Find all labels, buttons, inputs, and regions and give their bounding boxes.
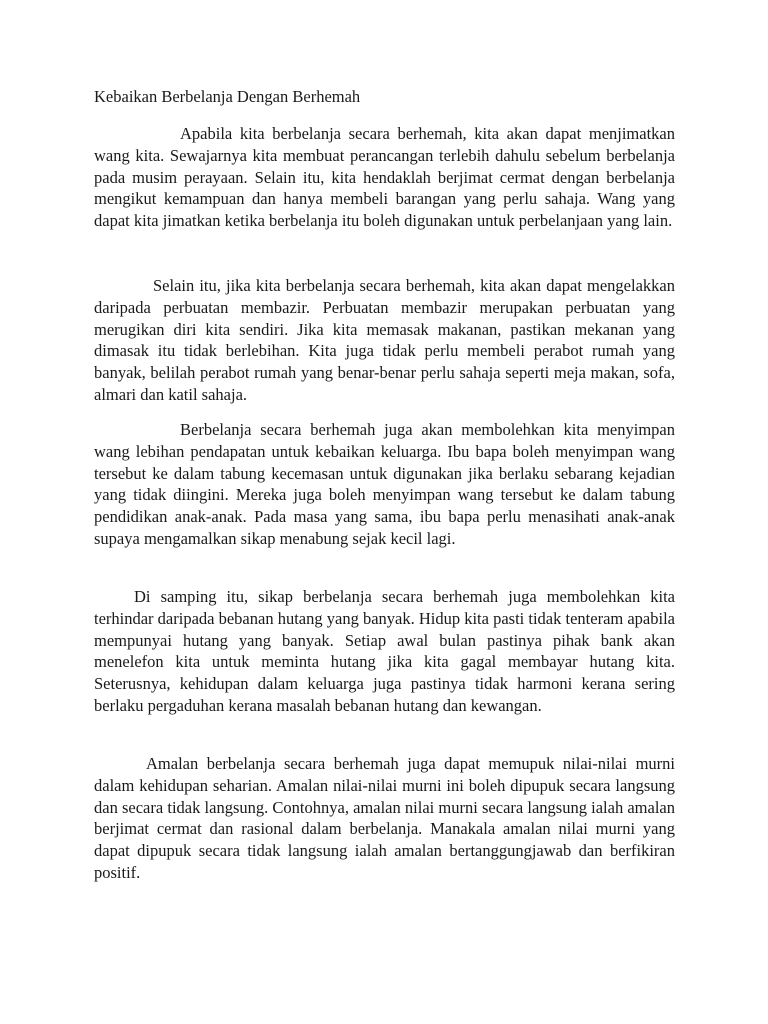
paragraph-3: Berbelanja secara berhemah juga akan membolehkan kita menyimpan wang lebihan pendapatan untuk kebaikan keluarga. Ibu bapa boleh menyimpan wang tersebut ke dalam tabung kecemasan untuk digunakan jika berlaku sebarang kejadian yang tidak diingini. Mereka juga boleh menyimpan wang tersebut ke dalam tabung pendidikan anak-anak. Pada masa yang sama, ibu bapa perlu menasihati anak-anak supaya mengamalkan sikap menabung sejak kecil lagi. xyxy=(94,420,675,548)
paragraph-5: Amalan berbelanja secara berhemah juga dapat memupuk nilai-nilai murni dalam kehidupan seharian. Amalan nilai-nilai murni ini boleh dipupuk secara langsung dan secara tidak langsung. Contohnya, amalan nilai murni secara langsung ialah amalan berjimat cermat dan rasional dalam berbelanja. Manakala amalan nilai murni yang dapat dipupuk secara tidak langsung ialah amalan bertanggungjawab dan berfikiran positif. xyxy=(94,754,675,882)
paragraph-4: Di samping itu, sikap berbelanja secara berhemah juga membolehkan kita terhindar daripada bebanan hutang yang banyak. Hidup kita pasti tidak tenteram apabila mempunyai hutang yang banyak. Setiap awal bulan pastinya pihak bank akan menelefon kita untuk meminta hutang jika kita gagal membayar hutang kita. Seterusnya, kehidupan dalam keluarga juga pastinya tidak harmoni kerana sering berlaku pergaduhan kerana masalah bebanan hutang dan kewangan. xyxy=(94,587,675,715)
document-title: Kebaikan Berbelanja Dengan Berhemah xyxy=(94,87,361,106)
paragraph-1: Apabila kita berbelanja secara berhemah, kita akan dapat menjimatkan wang kita. Sewajarnya kita membuat perancangan terlebih dahulu sebelum berbelanja pada musim perayaan. Selain itu, kita hendaklah berjimat cermat dengan berbelanja mengikut kemampuan dan hanya membeli barangan yang perlu sahaja. Wang yang dapat kita jimatkan ketika berbelanja itu boleh digunakan untuk perbelanjaan yang lain. xyxy=(94,124,675,231)
paragraph-2: Selain itu, jika kita berbelanja secara berhemah, kita akan dapat mengelakkan daripada perbuatan membazir. Perbuatan membazir merupakan perbuatan yang merugikan diri kita sendiri. Jika kita memasak makanan, pastikan mekanan yang dimasak itu tidak berlebihan. Kita juga tidak perlu membeli perabot rumah yang banyak, belilah perabot rumah yang benar-benar perlu sahaja seperti meja makan, sofa, almari dan katil sahaja. xyxy=(94,276,675,404)
